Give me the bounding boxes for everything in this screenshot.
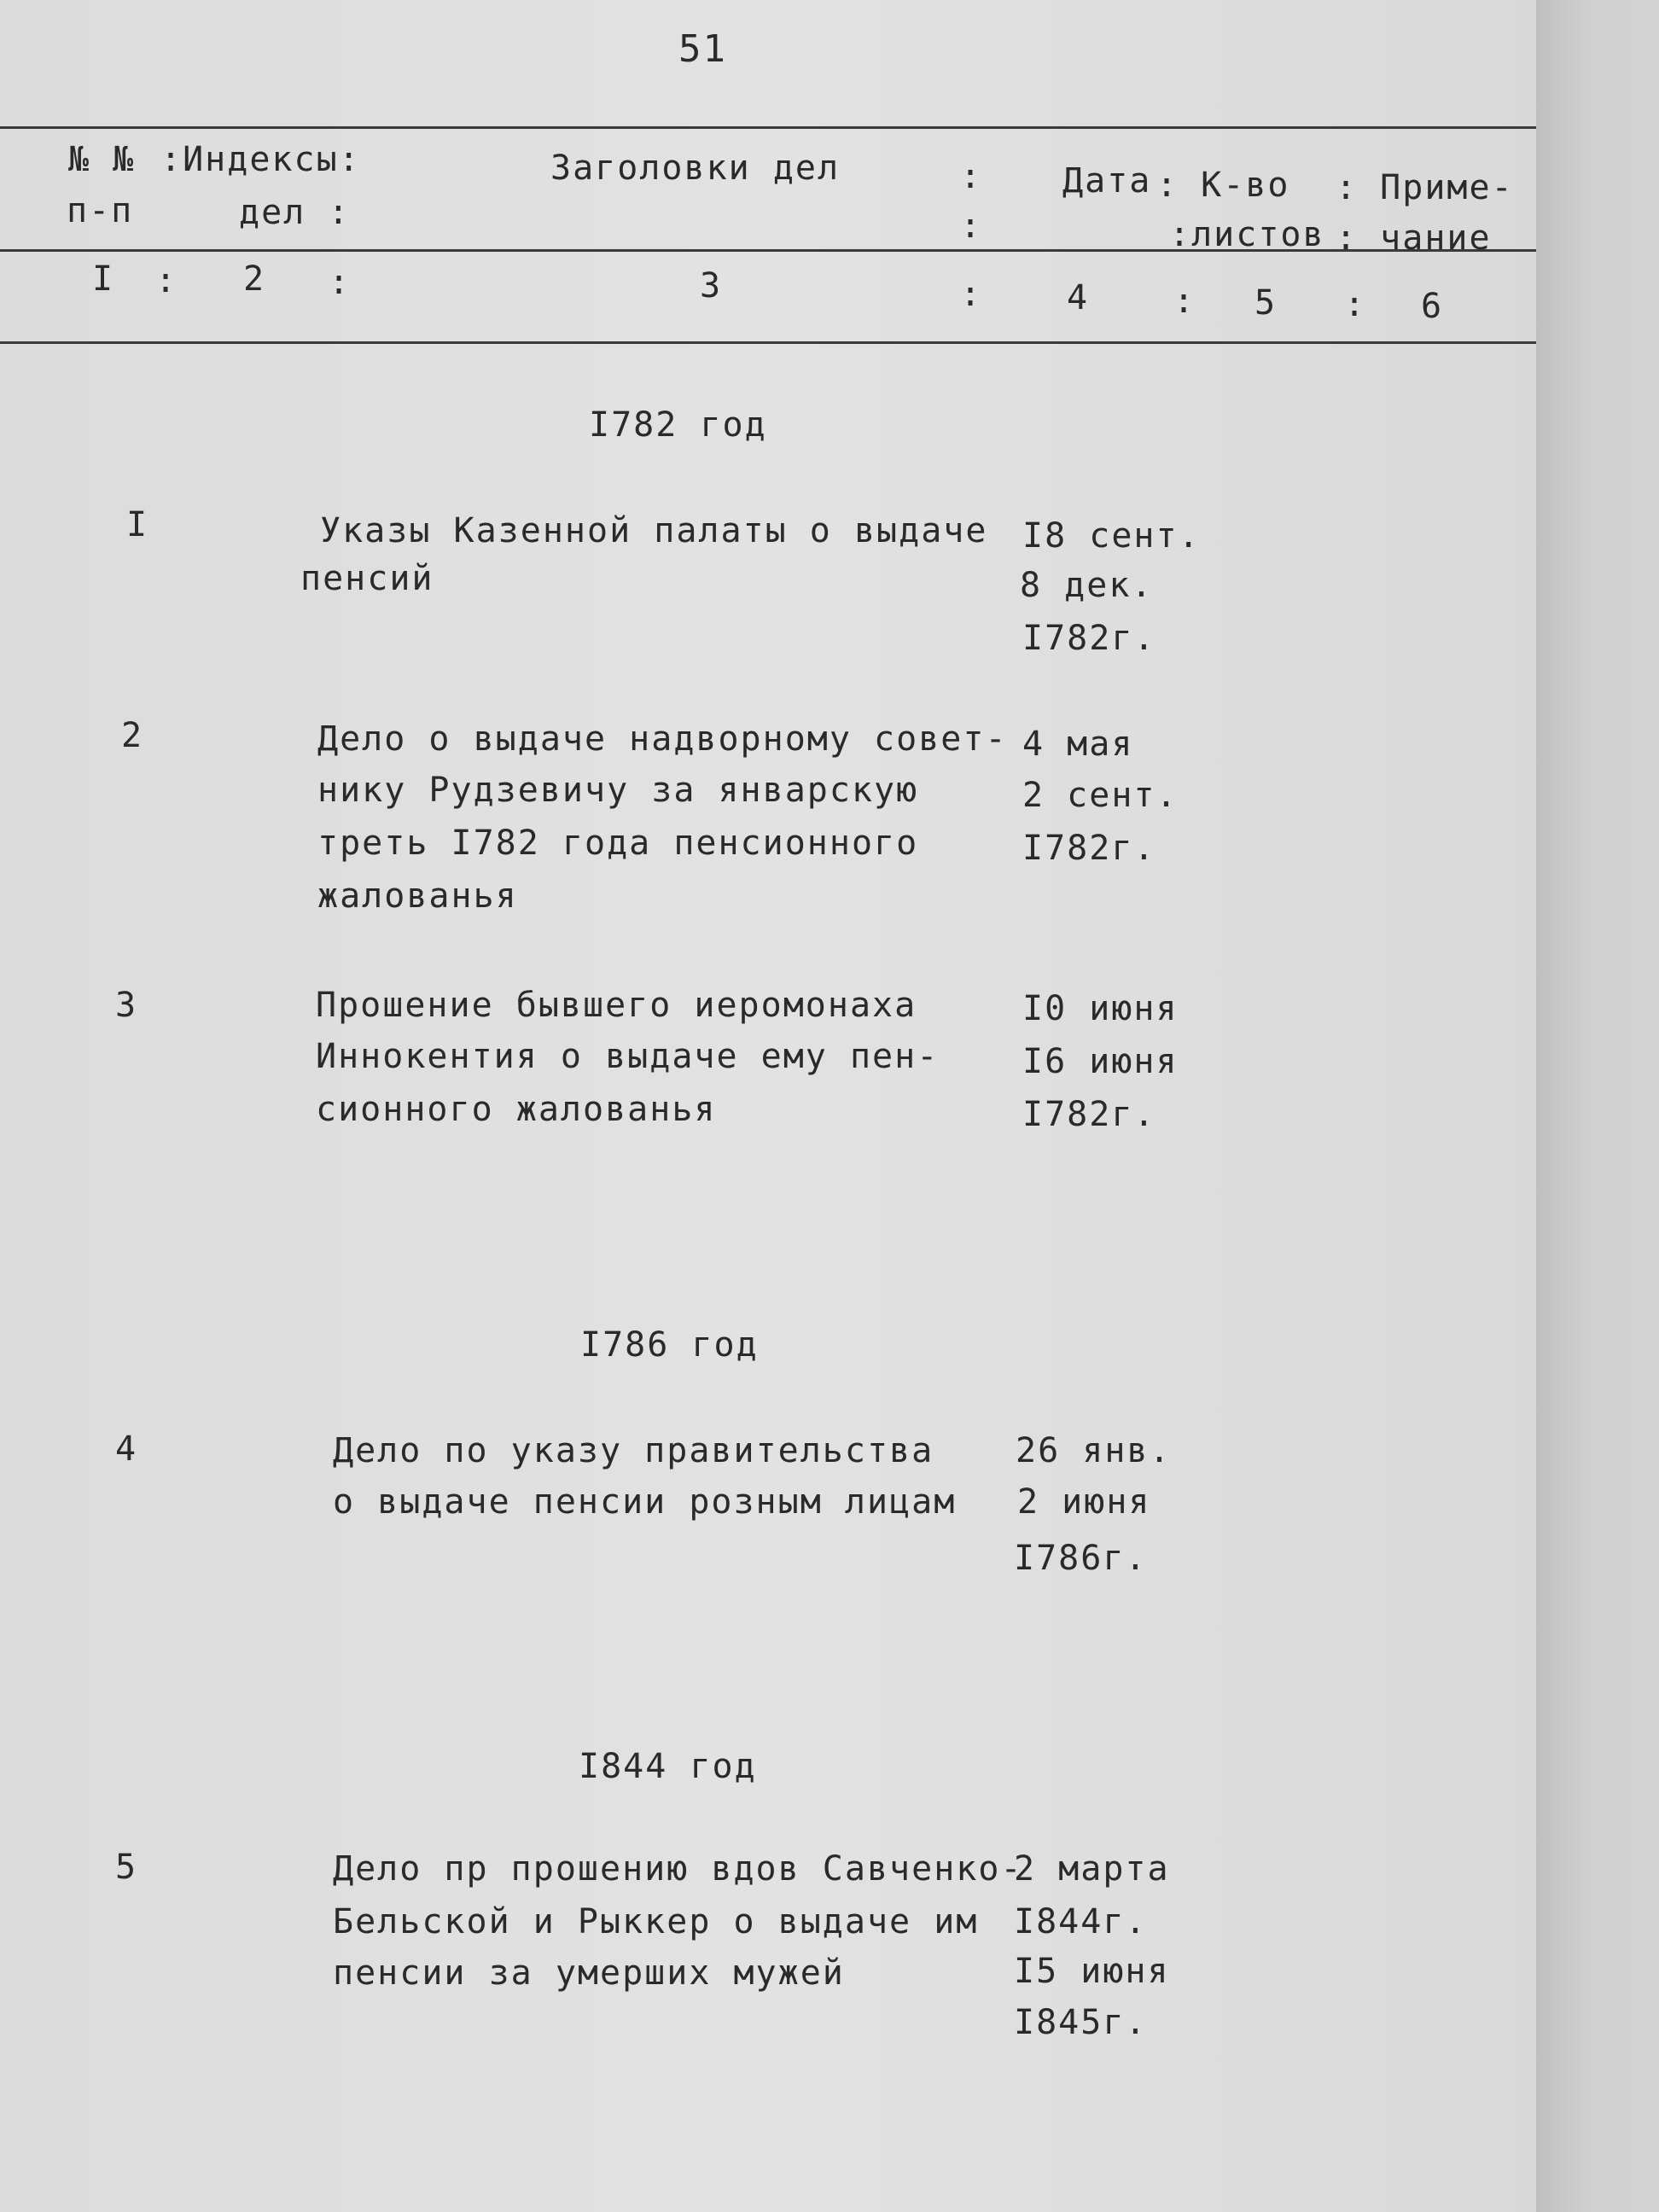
entry-date-5-line4: I845г. bbox=[1014, 2003, 1148, 2042]
header-col5-line2: :листов bbox=[1169, 215, 1325, 254]
entry-date-2-line2: 2 сент. bbox=[1022, 776, 1179, 815]
entry-title-3-line1: Прошение бывшего иеромонаха bbox=[316, 986, 917, 1025]
colnum-3: 3 bbox=[700, 266, 723, 306]
colnum-sep3: : bbox=[960, 275, 983, 314]
entry-date-1-line3: I782г. bbox=[1022, 619, 1156, 658]
entry-title-1-line1: Указы Казенной палаты о выдаче bbox=[320, 511, 988, 550]
colnum-sep2: : bbox=[329, 263, 352, 302]
colnum-1: I bbox=[92, 259, 115, 299]
entry-title-1-line2: пенсий bbox=[300, 559, 434, 598]
year-heading-1844: I844 год bbox=[579, 1747, 757, 1786]
page-edge bbox=[1536, 0, 1659, 2212]
header-col6-line1: : Приме- bbox=[1336, 168, 1514, 207]
entry-date-1-line2: 8 дек. bbox=[1020, 566, 1154, 605]
entry-number-1: I bbox=[126, 505, 149, 544]
entry-number-3: 3 bbox=[115, 986, 138, 1025]
entry-date-3-line1: I0 июня bbox=[1022, 989, 1179, 1028]
colnum-4: 4 bbox=[1067, 278, 1090, 317]
header-col2-line2: дел : bbox=[239, 193, 351, 232]
entry-title-2-line1: Дело о выдаче надворному совет- bbox=[317, 719, 1008, 759]
entry-date-2-line1: 4 мая bbox=[1022, 725, 1134, 764]
entry-number-2: 2 bbox=[121, 716, 144, 755]
header-col1-line2: п-п bbox=[67, 191, 134, 230]
entry-title-3-line2: Иннокентия о выдаче ему пен- bbox=[316, 1037, 940, 1076]
entry-title-2-line3: треть I782 года пенсионного bbox=[317, 824, 919, 863]
header-col1-line1: № № bbox=[68, 140, 136, 179]
header-bottom-rule bbox=[0, 341, 1536, 344]
entry-date-3-line2: I6 июня bbox=[1022, 1042, 1179, 1081]
entry-date-1-line1: I8 сент. bbox=[1022, 516, 1201, 556]
entry-title-5-line1: Дело пр прошению вдов Савченко- bbox=[333, 1849, 1023, 1889]
entry-number-5: 5 bbox=[115, 1848, 138, 1887]
entry-date-5-line3: I5 июня bbox=[1014, 1952, 1170, 1991]
entry-date-2-line3: I782г. bbox=[1022, 829, 1156, 868]
header-col5-line1: : К-во bbox=[1156, 166, 1290, 205]
header-col2-line1: :Индексы: bbox=[160, 140, 361, 179]
entry-title-5-line3: пенсии за умерших мужей bbox=[333, 1953, 845, 1993]
entry-title-5-line2: Бельской и Рыккер о выдаче им bbox=[333, 1902, 979, 1941]
colnum-sep1: : bbox=[155, 261, 178, 300]
header-col3: Заголовки дел bbox=[550, 148, 841, 188]
colnum-sep5: : bbox=[1344, 285, 1367, 324]
entry-date-5-line2: I844г. bbox=[1014, 1902, 1148, 1941]
colnum-2: 2 bbox=[243, 259, 266, 299]
entry-date-4-line3: I786г. bbox=[1014, 1539, 1148, 1578]
header-col3-sep2: : bbox=[960, 207, 983, 246]
entry-date-4-line2: 2 июня bbox=[1017, 1482, 1151, 1522]
entry-title-2-line4: жалованья bbox=[317, 876, 518, 916]
colnum-5: 5 bbox=[1254, 283, 1278, 323]
page-number: 51 bbox=[678, 27, 727, 71]
entry-date-4-line1: 26 янв. bbox=[1016, 1431, 1172, 1470]
entry-title-4-line1: Дело по указу правительства bbox=[333, 1431, 934, 1470]
header-col4: Дата bbox=[1062, 161, 1152, 201]
colnum-6: 6 bbox=[1421, 287, 1444, 326]
entry-title-4-line2: о выдаче пенсии розным лицам bbox=[333, 1482, 957, 1522]
header-top-rule bbox=[0, 126, 1536, 129]
entry-date-5-line1: 2 марта bbox=[1014, 1849, 1170, 1889]
entry-title-3-line3: сионного жалованья bbox=[316, 1090, 717, 1129]
entry-title-2-line2: нику Рудзевичу за январскую bbox=[317, 771, 919, 810]
colnum-sep4: : bbox=[1173, 282, 1196, 321]
header-col3-sep1: : bbox=[960, 157, 983, 196]
entry-date-3-line3: I782г. bbox=[1022, 1095, 1156, 1134]
year-heading-1782: I782 год bbox=[589, 405, 767, 445]
entry-number-4: 4 bbox=[115, 1429, 138, 1469]
year-heading-1786: I786 год bbox=[580, 1325, 759, 1365]
header-col6-line2: : чание bbox=[1336, 218, 1492, 258]
